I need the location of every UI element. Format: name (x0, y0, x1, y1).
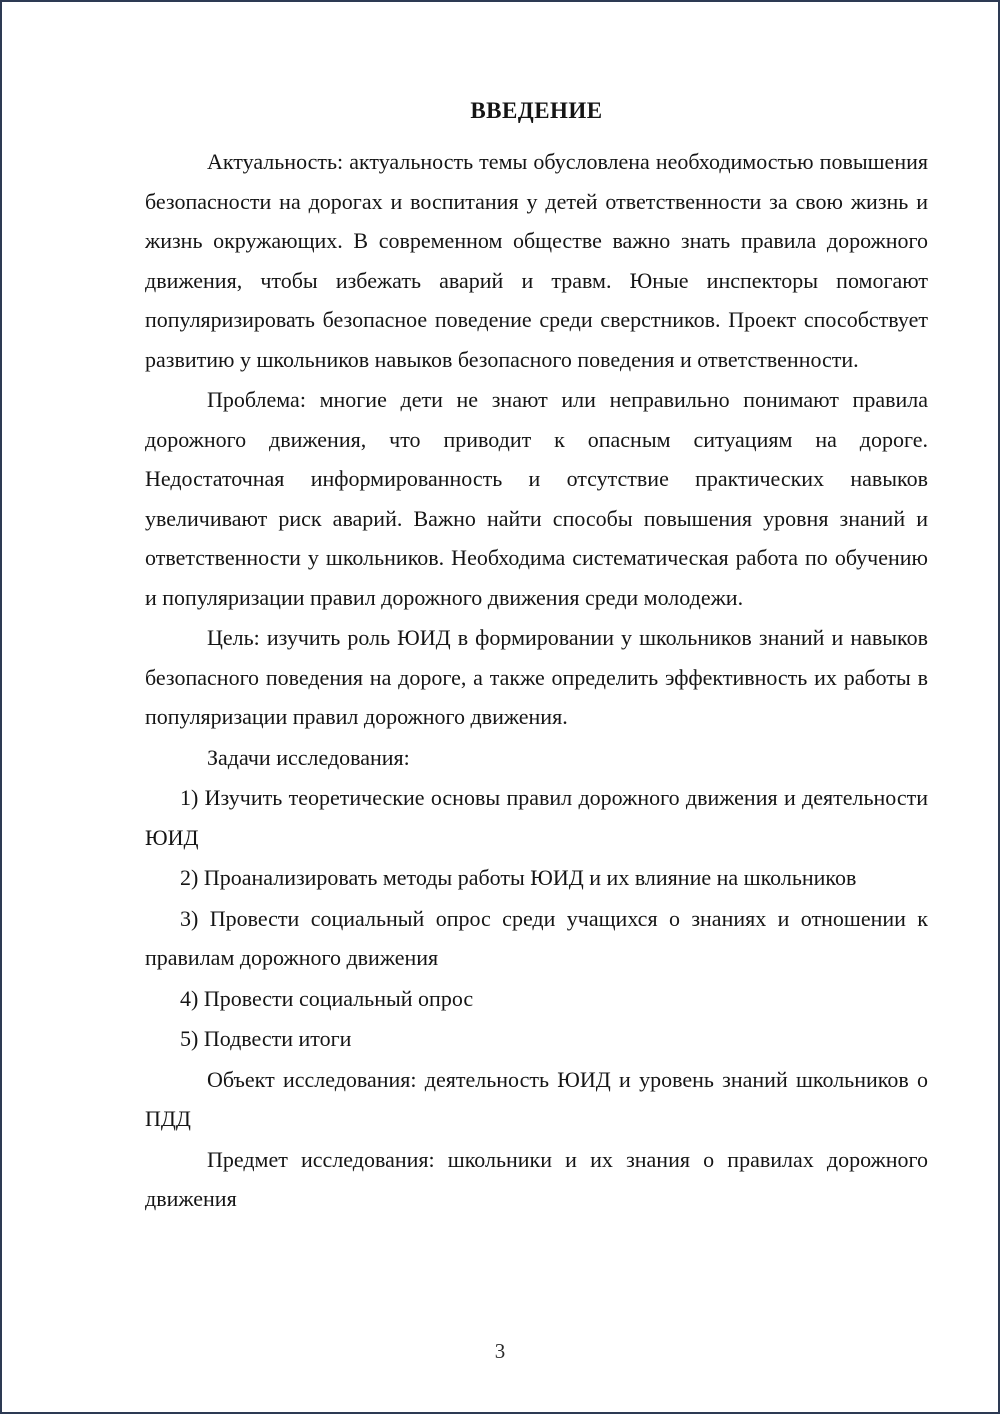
list-item-4: 4) Провести социальный опрос (180, 985, 474, 1011)
page-title: ВВЕДЕНИЕ (470, 98, 603, 123)
paragraph-aktualnost: Актуальность: актуальность темы обусловлена необходимостью повышения безопасности на дорогах и воспитания у детей ответственности за свою жизнь и жизнь окружающих. В современном обществе важно знать правила дорожного движения, чтобы избежать аварий и травм. Юные инспекторы помогают популяризировать безопасное поведение среди сверстников. Проект способствует развитию у школьников навыков безопасного поведения и ответственности. (145, 149, 928, 372)
list-item-2: 2) Проанализировать методы работы ЮИД и их влияние на школьников (180, 865, 857, 890)
paragraph-zadachi-heading: Задачи исследования: (207, 744, 410, 770)
paragraph-predmet: Предмет исследования: школьники и их знания о правилах дорожного движения (145, 1146, 928, 1211)
paragraph-problema: Проблема: многие дети не знают или неправильно понимают правила дорожного движения, что приводит к опасным ситуациям на дороге. Недостаточная информированность и отсутствие практических навыков увеличивают риск аварий. Важно найти способы повышения уровня знаний и ответственности у школьников. Необходима систематическая работа по обучению и популяризации правил дорожного движения среди молодежи. (145, 387, 928, 610)
page-number: 3 (494, 1339, 506, 1363)
list-item-3: 3) Провести социальный опрос среди учащихся о знаниях и отношении к правилам дорожного движения (145, 905, 928, 970)
list-item-5: 5) Подвести итоги (180, 1026, 352, 1051)
page-content (145, 96, 928, 1220)
paragraph-tsel: Цель: изучить роль ЮИД в формировании у школьников знаний и навыков безопасного поведения на дороге, а также определить эффективность их работы в популяризации правил дорожного движения. (145, 625, 928, 729)
paragraph-obyekt: Объект исследования: деятельность ЮИД и уровень знаний школьников о ПДД (145, 1066, 928, 1131)
list-item-1: 1) Изучить теоретические основы правил дорожного движения и деятельности ЮИД (145, 785, 928, 850)
